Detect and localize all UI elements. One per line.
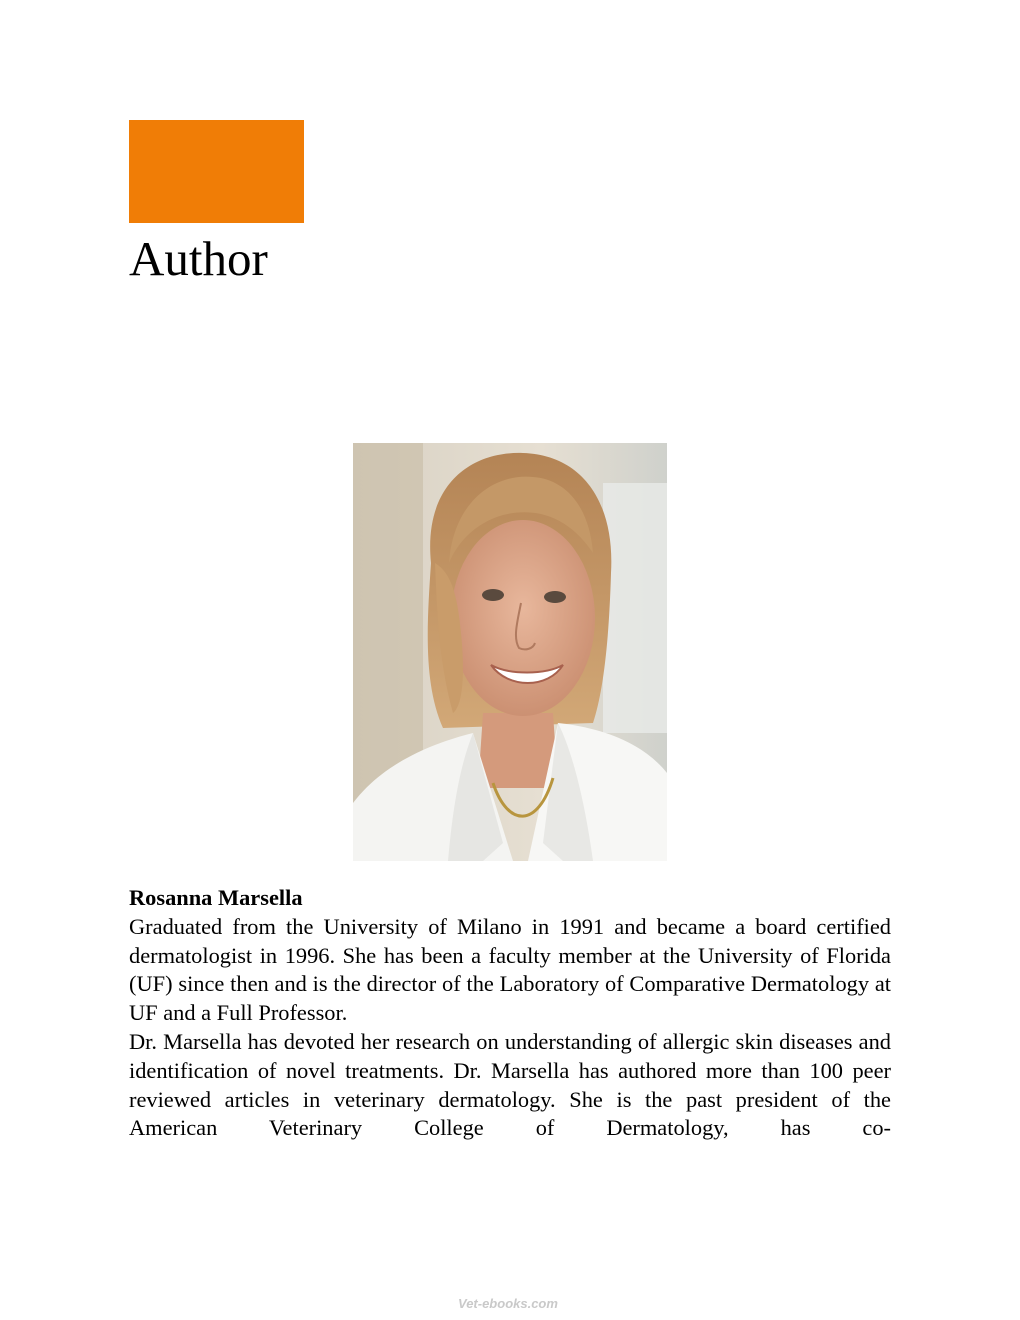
page-title: Author <box>129 231 268 286</box>
watermark-logo <box>458 1293 562 1313</box>
author-name: Rosanna Marsella <box>129 885 303 910</box>
author-photo <box>353 443 667 861</box>
watermark-text: Vet-ebooks.com <box>458 1296 558 1311</box>
author-bio <box>129 884 891 1143</box>
bio-paragraph: Graduated from the University of Milano in 1991 and became a board certified dermatologist in 1996. She has been a faculty member at the University of Florida (UF) since then and is the director of the Laboratory of Comparative Dermatology at UF and a Full Professor. <box>129 913 891 1026</box>
orange-accent-block <box>129 120 304 223</box>
bio-paragraph: Dr. Marsella has devoted her research on understanding of allergic skin diseases and identification of novel treatments. Dr. Marsella has authored more than 100 peer reviewed articles in veterinary dermatology. She is the past president of the American Veterinary College of Dermatology, has co- <box>129 1028 891 1141</box>
